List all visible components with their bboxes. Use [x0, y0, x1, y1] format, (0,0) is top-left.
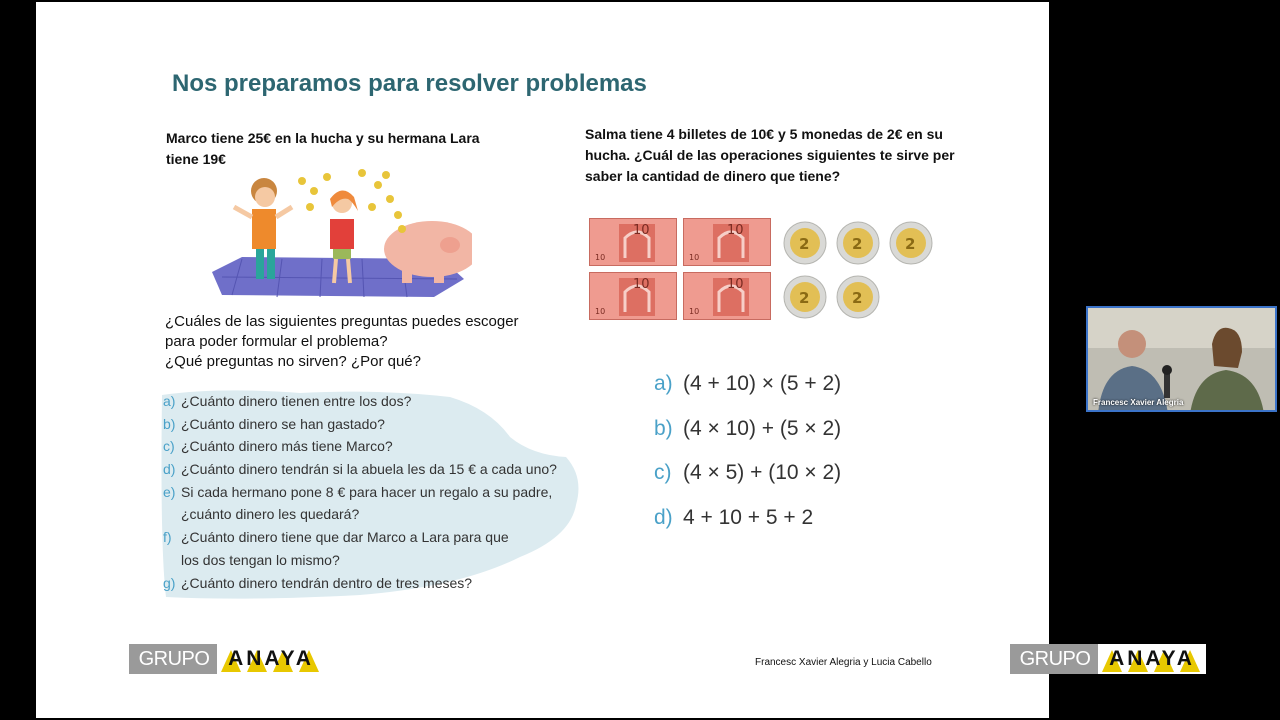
item-text: ¿Cuánto dinero tendrán dentro de tres meses?: [181, 574, 473, 591]
option-letter: b): [654, 416, 673, 440]
list-item: [163, 572, 557, 595]
grupo-anaya-logo: [129, 644, 325, 674]
list-item: [163, 481, 557, 504]
bill-value: 10: [633, 277, 650, 292]
intro-line: para poder formular el problema?: [165, 333, 388, 350]
two-euro-coin: [836, 221, 880, 265]
item-text: Si cada hermano pone 8 € para hacer un regalo a su padre,: [181, 483, 553, 500]
video-feed: [1088, 308, 1277, 412]
bill-value: 10: [727, 277, 744, 292]
item-text: ¿Cuánto dinero tienen entre los dos?: [181, 393, 412, 409]
coin-value: 2: [799, 289, 810, 307]
bill-value-small: 10: [595, 307, 606, 316]
coin-value: 2: [852, 289, 863, 307]
right-problem-text: Salma tiene 4 billetes de 10€ y 5 monedas de 2€ en su hucha. ¿Cuál de las operaciones siguientes te sirve per saber la cantidad de dinero que tiene?: [585, 126, 955, 184]
option-letter: d): [654, 505, 673, 529]
coin-value: 2: [799, 235, 810, 253]
two-euro-coin: [889, 221, 933, 265]
slide-title: Nos preparamos para resolver problemas: [172, 70, 647, 97]
logo-anaya-block: [1098, 644, 1206, 674]
item-text: ¿Cuánto dinero tendrán si la abuela les da 15 € a cada uno?: [181, 461, 557, 478]
item-letter: c): [163, 438, 175, 455]
bill-value: 10: [633, 223, 650, 238]
list-item-continuation: los dos tengan lo mismo?: [181, 551, 340, 568]
two-euro-coin: [783, 221, 827, 265]
option-expression: (4 × 5) + (10 × 2): [683, 461, 842, 484]
item-letter: d): [163, 461, 176, 478]
list-item-continuation: ¿cuánto dinero les quedará?: [181, 506, 360, 523]
logo-anaya-block: [217, 644, 325, 674]
option-a: [654, 368, 841, 413]
list-item: [163, 390, 557, 413]
intro-line: ¿Qué preguntas no sirven? ¿Por qué?: [165, 353, 421, 370]
item-letter: f): [163, 529, 172, 546]
item-letter: g): [163, 574, 176, 591]
presentation-slide: [36, 2, 1049, 718]
item-letter: a): [163, 393, 176, 409]
item-text: ¿Cuánto dinero más tiene Marco?: [181, 438, 393, 455]
item-letter: e): [163, 483, 176, 500]
ten-euro-bill: [683, 272, 771, 320]
option-c: [654, 457, 841, 502]
participant-name-label: Francesc Xavier Alegria: [1093, 398, 1184, 407]
two-euro-coin: [836, 275, 880, 319]
ten-euro-bill: [589, 272, 677, 320]
list-item: [163, 435, 557, 458]
logo-anaya: ANAYA: [1109, 647, 1195, 670]
option-b: [654, 413, 841, 458]
list-item: [163, 413, 557, 436]
bill-value-small: 10: [689, 307, 700, 316]
item-letter: b): [163, 415, 176, 432]
option-expression: (4 × 10) + (5 × 2): [683, 416, 842, 440]
logo-grupo: GRUPO: [129, 644, 219, 674]
questions-list: [163, 390, 557, 594]
intro-line: ¿Cuáles de las siguientes preguntas puedes escoger: [165, 313, 519, 330]
option-letter: a): [654, 372, 673, 395]
logo-grupo: GRUPO: [1010, 644, 1100, 674]
author-credit: Francesc Xavier Alegria y Lucia Cabello: [755, 657, 932, 668]
participant-video-tile[interactable]: [1086, 306, 1277, 412]
option-expression: 4 + 10 + 5 + 2: [683, 505, 814, 529]
grupo-anaya-logo-outside: [1010, 644, 1206, 674]
coin-value: 2: [852, 235, 863, 253]
children-piggy-bank-illustration: [202, 167, 472, 307]
bill-value: 10: [727, 223, 744, 238]
left-problem-text: Marco tiene 25€ en la hucha y su hermana Lara tiene 19€: [166, 130, 480, 167]
option-letter: c): [654, 461, 672, 484]
item-text: ¿Cuánto dinero se han gastado?: [181, 415, 385, 432]
coin-value: 2: [905, 235, 916, 253]
questions-intro: [165, 312, 545, 372]
item-text: ¿Cuánto dinero tiene que dar Marco a Lara para que: [181, 529, 509, 546]
two-euro-coin: [783, 275, 827, 319]
option-expression: (4 + 10) × (5 + 2): [683, 372, 842, 395]
list-item: [163, 526, 557, 549]
ten-euro-bill: [683, 218, 771, 266]
logo-anaya: ANAYA: [228, 647, 314, 670]
option-d: [654, 502, 841, 547]
list-item: [163, 458, 557, 481]
ten-euro-bill: [589, 218, 677, 266]
bill-value-small: 10: [689, 253, 700, 262]
operation-options: [654, 368, 841, 546]
bill-value-small: 10: [595, 253, 606, 262]
